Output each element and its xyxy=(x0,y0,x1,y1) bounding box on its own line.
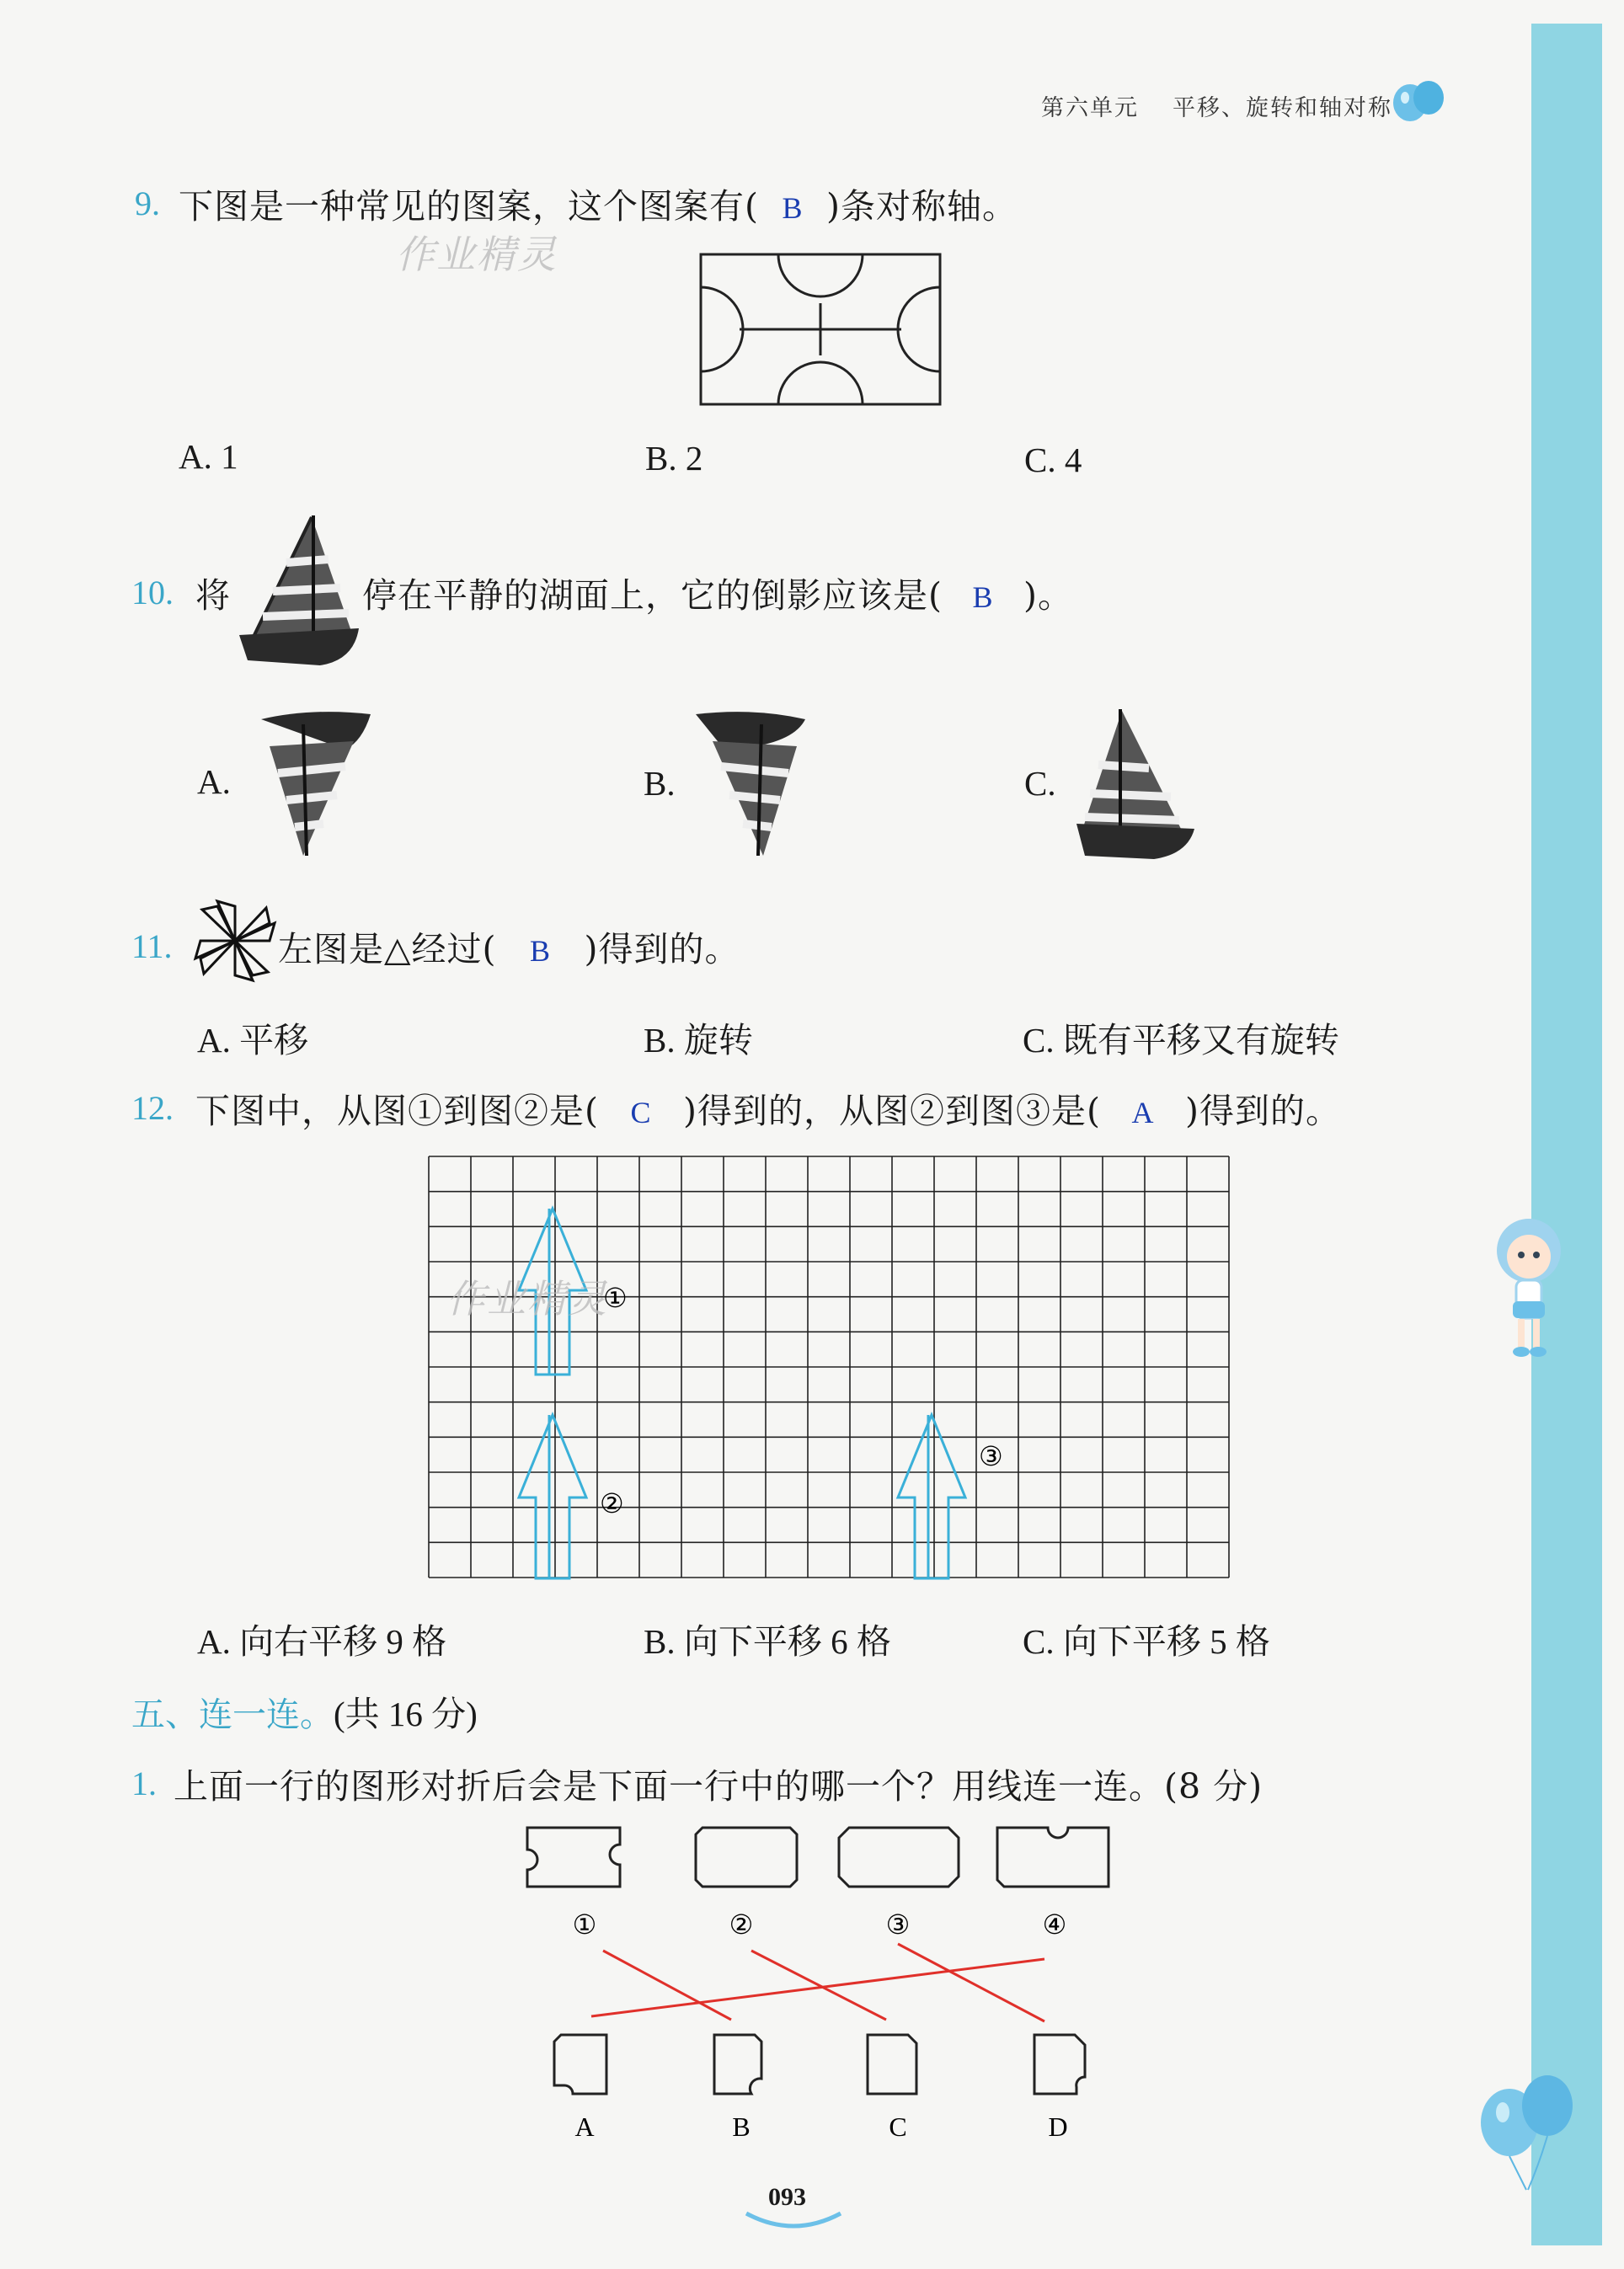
question-9-text xyxy=(179,179,1018,228)
question-11-number: 11. xyxy=(131,927,173,965)
question-9-text-after: )条对称轴。 xyxy=(826,186,1018,227)
top-shape-1 xyxy=(527,1828,620,1887)
question-5-1-number: 1. xyxy=(131,1764,157,1802)
question-12-option-b: B. 向下平移 6 格 xyxy=(644,1622,891,1661)
symmetry-pattern-figure xyxy=(699,253,943,408)
mark-2: ② xyxy=(600,1487,624,1519)
question-10-answer: B xyxy=(972,580,994,614)
bottom-label-d: D xyxy=(1048,2112,1068,2142)
watermark-2: 作业精灵 xyxy=(446,1276,608,1321)
bottom-shape-b xyxy=(714,2035,761,2094)
question-10-text xyxy=(362,568,1073,617)
arrow-figure-3 xyxy=(898,1415,965,1578)
top-shape-4 xyxy=(997,1828,1108,1887)
grid-figure xyxy=(426,1154,1231,1582)
section-5-heading xyxy=(131,1686,478,1736)
bottom-shape-c xyxy=(868,2035,916,2094)
question-11-text xyxy=(278,921,740,971)
question-9-option-b: B. 2 xyxy=(645,439,703,478)
section-5-title: 五、连一连。 xyxy=(131,1695,334,1734)
section-5-score: (共 16 分) xyxy=(334,1695,478,1733)
question-10-text-end: )。 xyxy=(1023,575,1073,616)
question-10-option-c: C. xyxy=(1024,764,1056,803)
question-5-1-text: 上面一行的图形对折后会是下面一行中的哪一个？用线连一连。(8 分) xyxy=(174,1766,1263,1807)
bottom-label-a: A xyxy=(574,2112,595,2142)
question-9-option-c: C. 4 xyxy=(1024,440,1082,479)
sailboat-icon xyxy=(236,512,362,667)
sailboat-option-b-icon xyxy=(691,707,814,856)
question-11-option-a: A. 平移 xyxy=(197,1021,309,1060)
header-unit: 第六单元 xyxy=(1041,95,1139,121)
match-line-3 xyxy=(898,1944,1044,2021)
question-12-answer-2: A xyxy=(1131,1096,1155,1129)
top-label-4: ④ xyxy=(1042,1909,1067,1941)
page-number-ornament-icon xyxy=(743,2210,844,2235)
question-12-option-c: C. 向下平移 5 格 xyxy=(1023,1622,1270,1661)
match-line-1 xyxy=(603,1951,731,2020)
match-line-4 xyxy=(591,1959,1044,2016)
question-12-text-3: )得到的。 xyxy=(1185,1091,1341,1131)
top-label-3: ③ xyxy=(885,1909,911,1941)
mark-1: ① xyxy=(603,1282,628,1314)
header-balloon-icon xyxy=(1386,76,1454,135)
sailboat-option-a-icon xyxy=(253,707,376,856)
question-12-text-2: )得到的，从图②到图③是( xyxy=(683,1091,1101,1131)
sidebar-wave xyxy=(1523,24,1540,2245)
page-number: 093 xyxy=(768,2183,806,2211)
sailboat-option-c-icon xyxy=(1073,706,1199,861)
question-11-text-after: )得到的。 xyxy=(584,929,740,969)
header-topic: 平移、旋转和轴对称 xyxy=(1173,95,1392,121)
question-12-text-1: 下图中，从图①到图②是( xyxy=(195,1091,599,1131)
question-12-option-a: A. 向右平移 9 格 xyxy=(197,1622,447,1661)
top-shape-2 xyxy=(696,1828,797,1887)
mark-3: ③ xyxy=(979,1440,1003,1472)
top-label-1: ① xyxy=(572,1909,597,1941)
arrow-figure-2 xyxy=(519,1415,586,1578)
question-9-number: 9. xyxy=(135,184,160,222)
question-12-text xyxy=(195,1083,1341,1133)
question-10-text-after: 停在平静的湖面上，它的倒影应该是( xyxy=(362,575,943,616)
question-10-text-before: 将 xyxy=(195,575,231,616)
question-12-number: 12. xyxy=(131,1089,174,1127)
question-11-text-before: 左图是△经过( xyxy=(278,929,497,969)
bottom-shape-a xyxy=(554,2035,606,2094)
question-11-option-b: B. 旋转 xyxy=(644,1021,753,1060)
question-10-option-a: A. xyxy=(197,762,231,801)
top-label-2: ② xyxy=(729,1909,754,1941)
balloons-icon xyxy=(1476,2063,1585,2198)
pinwheel-figure xyxy=(192,898,278,984)
question-11-option-c: C. 既有平移又有旋转 xyxy=(1023,1021,1339,1060)
girl-illustration-icon xyxy=(1482,1213,1575,1364)
question-12-answer-1: C xyxy=(630,1096,652,1129)
question-9-option-a: A. 1 xyxy=(179,437,238,476)
bottom-label-c: C xyxy=(889,2112,907,2142)
question-10-number: 10. xyxy=(131,574,174,611)
sidebar-decoration xyxy=(1535,24,1602,2245)
match-line-2 xyxy=(751,1951,886,2020)
question-9-text-before: 下图是一种常见的图案，这个图案有( xyxy=(179,186,759,227)
question-10-option-b: B. xyxy=(644,764,676,803)
bottom-shape-d xyxy=(1034,2035,1085,2094)
question-11-answer: B xyxy=(530,934,552,968)
matching-figure xyxy=(505,1819,1146,2156)
top-shape-3 xyxy=(839,1828,959,1887)
watermark: 作业精灵 xyxy=(396,232,558,277)
question-9-answer: B xyxy=(782,191,804,225)
bottom-label-b: B xyxy=(732,2112,751,2142)
